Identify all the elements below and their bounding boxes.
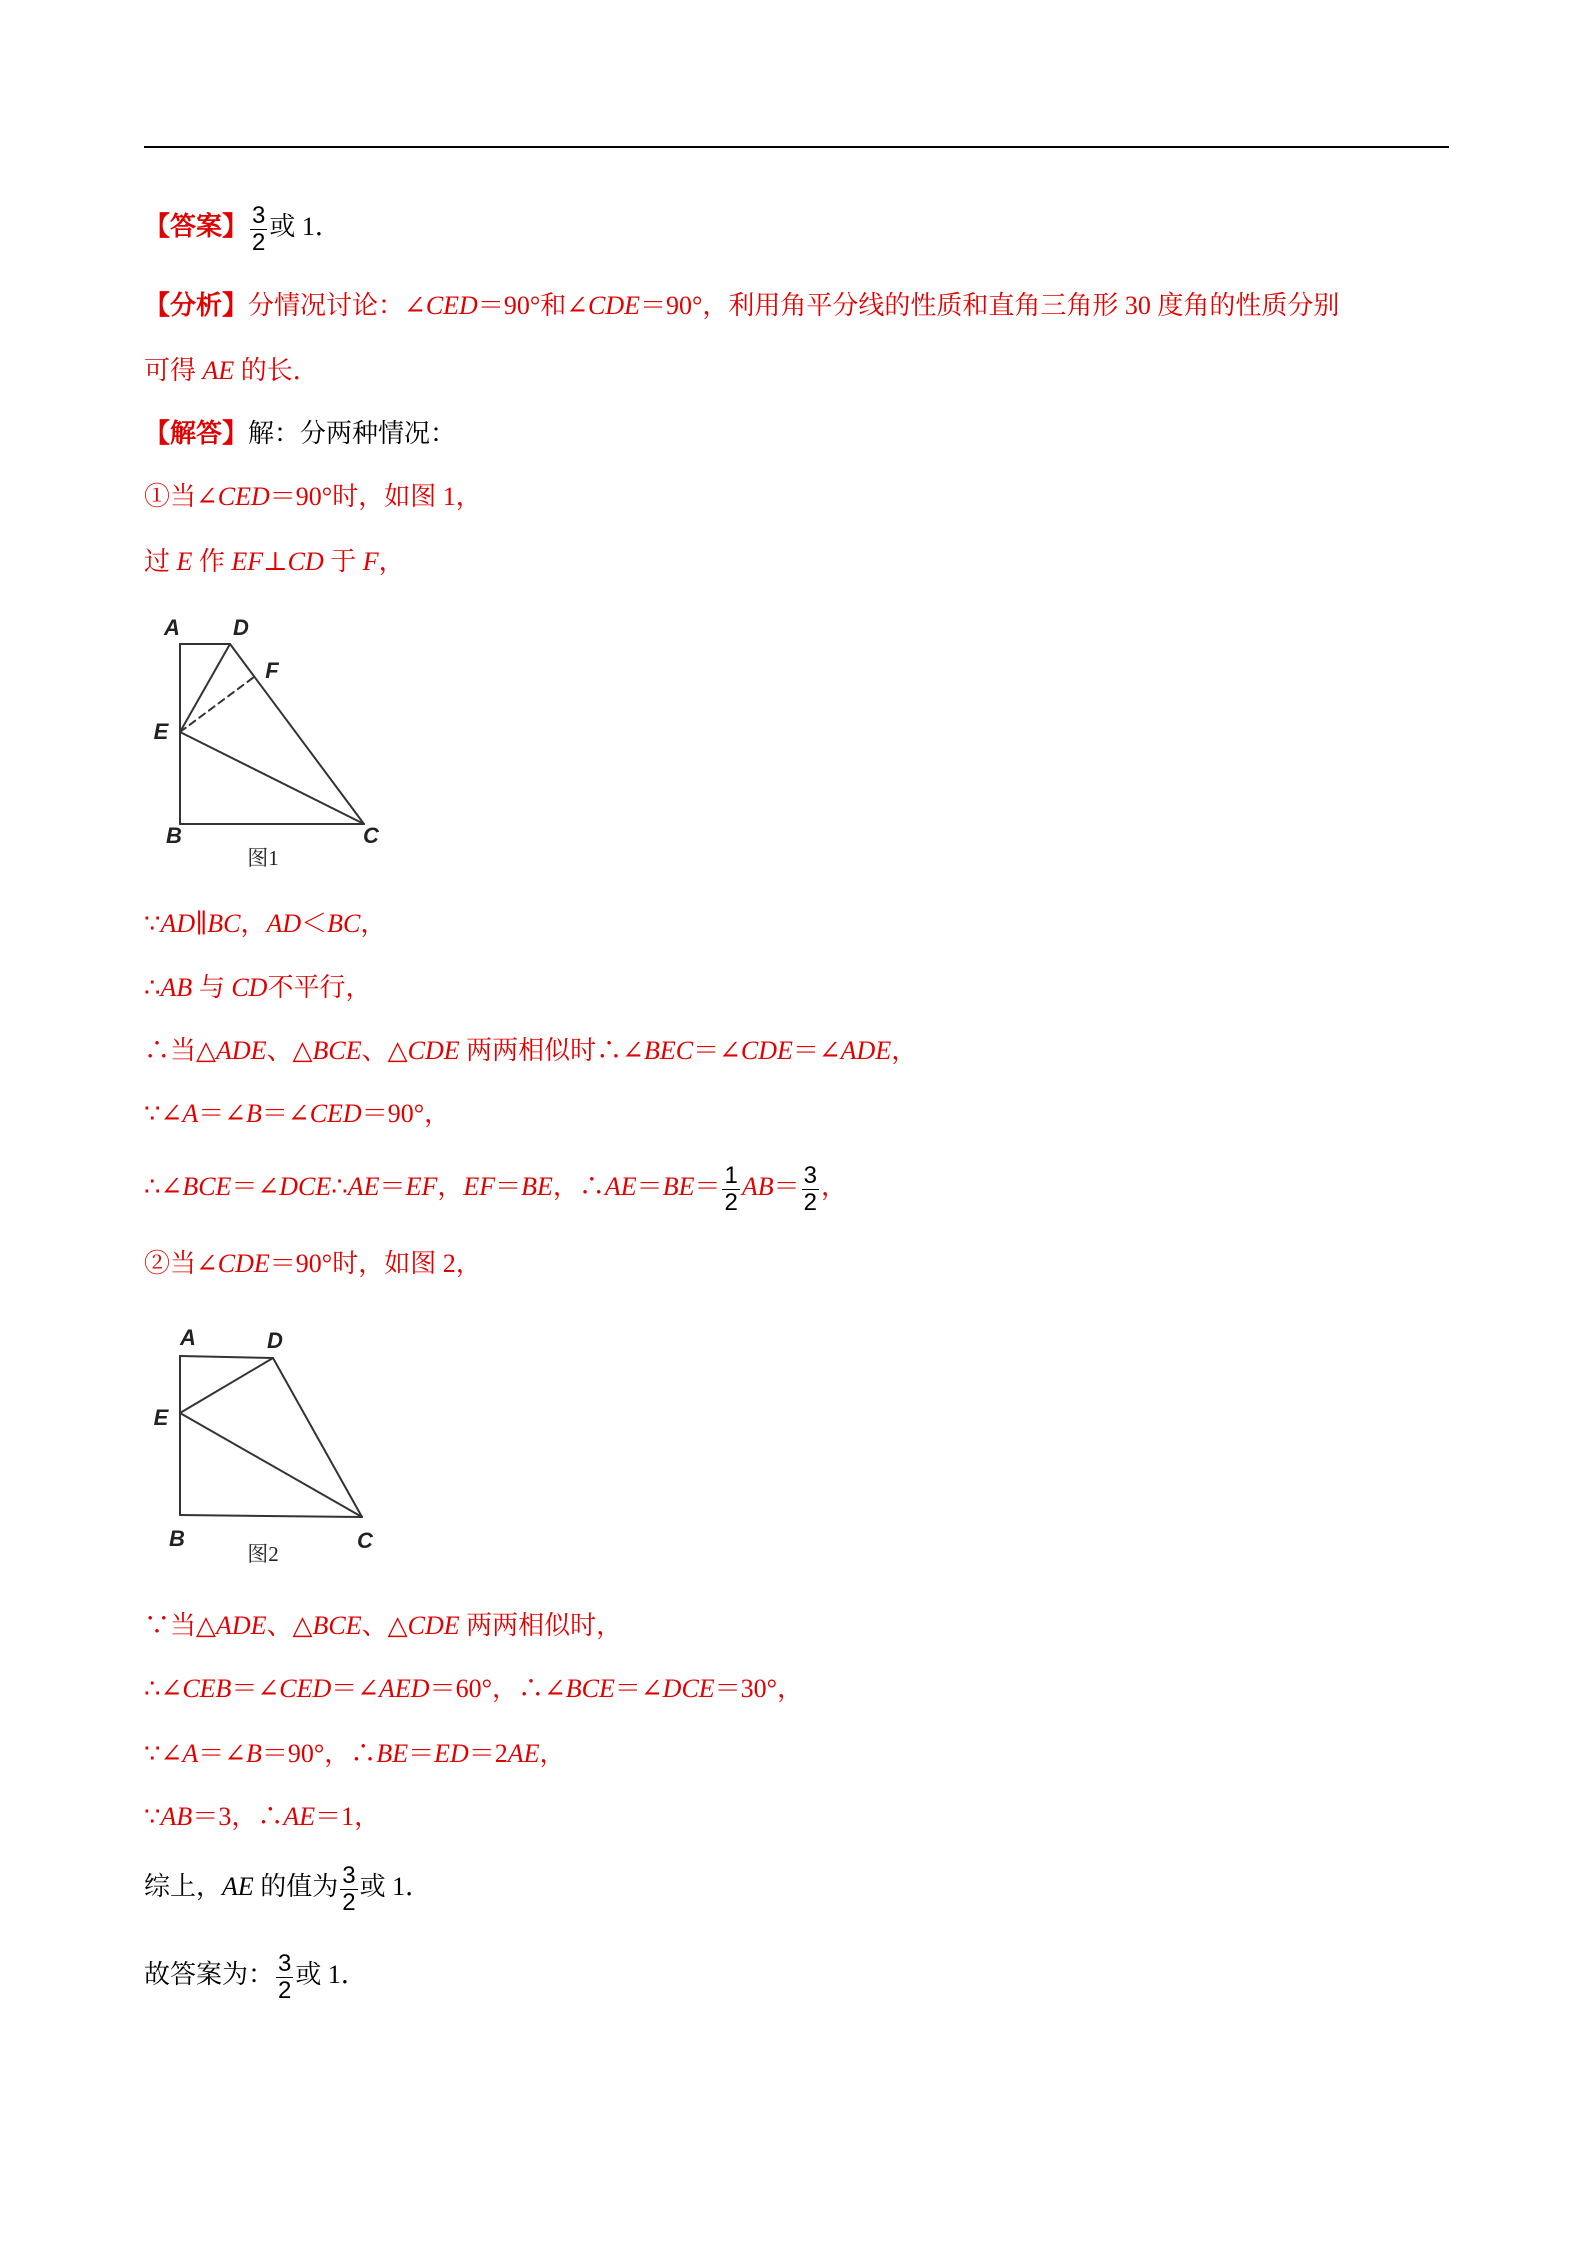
math-variable: CDE [217,1249,270,1278]
fraction-numerator: 1 [724,1161,738,1189]
math-variable: A [182,1739,199,1768]
math-variable: BE [376,1739,409,1768]
case-1-construction [144,532,405,592]
text-run: ＝90°时，如图 1， [269,482,482,511]
point-label-c: C [363,823,379,848]
text-run: ＝ [408,1739,435,1768]
segment-ec [180,732,364,824]
math-variable: CED [217,482,270,511]
figure-2-diagram [140,1320,400,1570]
text-run: 的值为 [253,1872,339,1901]
text-run: ＝ [694,1172,721,1201]
text-run: ＝90°时，如图 2， [269,1249,482,1278]
point-label-b: B [169,1526,185,1551]
math-variable: CD [231,973,268,1002]
math-variable: A [182,1099,199,1128]
point-label-b: B [166,823,182,848]
text-run: ， [437,1172,464,1201]
text-run: ＝90°，利用角平分线的性质和直角三角形 30 度角的性质分别 [640,291,1340,320]
math-variable: BCE [182,1172,232,1201]
text-run: ⊥ [263,547,288,576]
text-run: ＝ [379,1172,406,1201]
header-rule [144,146,1449,148]
math-variable: CDE [740,1036,793,1065]
section-label: 【分析】 [144,291,249,320]
figure-1 [140,605,400,875]
case-1-step-right-angles [144,1084,450,1144]
math-variable: EF [463,1172,496,1201]
math-variable: AE [347,1172,380,1201]
text-run: 过 [144,547,177,576]
text-run: ＝∠ [231,1674,280,1703]
point-label-e: E [153,1405,169,1430]
text-run: ， [360,909,387,938]
point-label-d: D [267,1328,283,1353]
segment-dc [230,644,364,824]
fraction [802,1163,819,1216]
solution-heading [144,404,456,464]
math-variable: ADE [840,1036,892,1065]
fraction-denominator: 2 [803,1188,817,1216]
figure-1-caption: 图1 [247,846,279,870]
text-run: ＝∠ [231,1172,280,1201]
math-variable: BEC [643,1036,694,1065]
math-variable: DCE [279,1172,332,1201]
text-run: ＝ [773,1172,800,1201]
fraction-denominator: 2 [278,1976,292,2004]
text-run: 两两相似时∴∠ [459,1036,644,1065]
math-variable: AB [741,1172,774,1201]
text-run: 两两相似时， [459,1611,623,1640]
math-variable: BC [327,909,361,938]
fraction [722,1163,739,1216]
section-label: 【解答】 [144,419,249,448]
fraction-denominator: 2 [252,228,266,256]
math-variable: ED [434,1739,469,1768]
text-run: ， [820,1172,847,1201]
fraction [250,203,267,256]
text-run: 或 1． [295,1960,367,1989]
text-run: ， [539,1739,566,1768]
math-variable: CDE [588,291,640,320]
segment-dc [273,1358,362,1517]
math-variable: AED [379,1674,430,1703]
math-variable: AE [222,1872,254,1901]
math-variable: AB [160,973,193,1002]
text-run: 解：分两种情况： [248,419,457,448]
math-variable: CED [309,1099,362,1128]
summary-line [144,1857,431,1917]
case-1-step-parallel [144,894,386,954]
segment-ec [180,1413,362,1517]
math-variable: CDE [407,1036,460,1065]
fraction-denominator: 2 [724,1188,738,1216]
case-1-step-similar [144,1021,917,1081]
text-run: ∴当△ [144,1036,216,1065]
segment-ef-dashed [180,677,254,732]
case-2-step-angles [144,1659,803,1719]
text-run: ∴ [144,973,161,1002]
text-run: ∴ [331,1172,348,1201]
text-run: ∴∠ [144,1674,183,1703]
text-run: 与 [192,973,232,1002]
text-run: ＝90°和∠ [477,291,588,320]
text-run: ∵∠ [144,1739,183,1768]
segment-ad [180,1356,273,1358]
math-variable: B [246,1099,262,1128]
text-run: 于 [323,547,363,576]
text-run: 分情况讨论：∠ [248,291,426,320]
text-run: 、△ [266,1611,313,1640]
figure-2-caption: 图2 [247,1542,279,1566]
text-run: ②当∠ [144,1249,218,1278]
text-run: ， [891,1036,918,1065]
analysis-line-2 [144,341,319,401]
math-variable: B [246,1739,262,1768]
point-label-a: A [164,615,180,640]
case-1-heading [144,467,482,527]
text-run: ∥ [195,909,208,938]
case-2-step-result [144,1787,380,1847]
text-run: ＝30°， [714,1674,804,1703]
text-run: ＝2 [468,1739,508,1768]
math-variable: AE [283,1802,316,1831]
text-run: ＝60°，∴∠ [429,1674,566,1703]
text-run: ∵当△ [144,1611,216,1640]
text-run: ＝1， [315,1802,381,1831]
math-variable: AE [507,1739,540,1768]
case-1-step-not-parallel [144,958,371,1018]
point-label-a: A [180,1325,196,1350]
fraction-numerator: 3 [803,1161,817,1189]
text-run: ＝90°，∴ [261,1739,377,1768]
text-run: 、△ [361,1036,408,1065]
math-variable: AB [160,1802,193,1831]
text-run: ＝∠ [693,1036,741,1065]
math-variable: BCE [565,1674,615,1703]
case-2-step-sides [144,1724,566,1784]
fraction [276,1951,293,2004]
math-variable: BE [662,1172,695,1201]
text-run: ＝∠ [198,1739,247,1768]
math-variable: CDE [407,1611,460,1640]
text-run: 或 1． [269,212,341,241]
point-label-d: D [233,615,249,640]
segment-bc [180,1515,362,1517]
math-variable: ADE [216,1611,267,1640]
text-run: 、△ [266,1036,313,1065]
point-label-f: F [265,658,279,683]
text-run: ＝ [495,1172,522,1201]
math-variable: AE [202,356,235,385]
section-label: 【答案】 [144,212,249,241]
text-run: ＝∠ [261,1099,310,1128]
math-variable: CED [425,291,478,320]
point-label-e: E [153,719,169,744]
math-variable: F [362,547,379,576]
math-variable: EF [405,1172,438,1201]
math-variable: AD [160,909,196,938]
math-variable: BCE [312,1611,362,1640]
math-variable: E [176,547,193,576]
math-variable: EF [231,547,264,576]
text-run: ∵ [144,1802,161,1831]
math-variable: CED [279,1674,332,1703]
text-run: ＝ [636,1172,663,1201]
analysis-line-1 [144,276,1339,336]
case-2-heading [144,1234,482,1294]
text-run: ＝90°， [361,1099,451,1128]
text-run: 作 [192,547,232,576]
math-variable: BC [207,909,241,938]
text-run: ， [240,909,267,938]
text-run: 的长． [234,356,319,385]
text-run: 可得 [144,356,203,385]
figure-2 [140,1320,400,1570]
text-run: ∴∠ [144,1172,183,1201]
text-run: ＝∠ [614,1674,663,1703]
math-variable: CEB [182,1674,232,1703]
fraction-numerator: 3 [278,1949,292,1977]
case-1-step-result [144,1157,847,1217]
math-variable: BCE [312,1036,362,1065]
case-2-step-similar [144,1596,622,1656]
fraction-numerator: 3 [252,201,266,229]
math-variable: DCE [662,1674,715,1703]
text-run: ，∴ [552,1172,605,1201]
text-run: 不平行， [267,973,372,1002]
math-variable: AD [266,909,302,938]
text-run: ＜ [301,909,328,938]
final-answer-line [144,1945,367,2005]
text-run: ＝∠ [792,1036,841,1065]
text-run: ＝∠ [198,1099,247,1128]
text-run: ∵ [144,909,161,938]
text-run: ＝3，∴ [192,1802,284,1831]
fraction-denominator: 2 [342,1888,356,1916]
fraction-numerator: 3 [342,1861,356,1889]
text-run: 综上， [144,1872,223,1901]
segment-ed [180,1358,273,1413]
text-run: ∵∠ [144,1099,183,1128]
figure-1-diagram [140,605,400,875]
text-run: 故答案为： [144,1960,275,1989]
math-variable: BE [521,1172,553,1201]
text-run: ①当∠ [144,482,218,511]
answer-line [144,197,341,257]
fraction [340,1863,357,1916]
math-variable: CD [287,547,324,576]
text-run: 或 1． [359,1872,432,1901]
math-variable: ADE [216,1036,267,1065]
text-run: ， [378,547,405,576]
text-run: ＝∠ [331,1674,380,1703]
point-label-c: C [357,1528,373,1553]
text-run: 、△ [361,1611,408,1640]
segment-ed [180,644,230,732]
math-variable: AE [604,1172,637,1201]
